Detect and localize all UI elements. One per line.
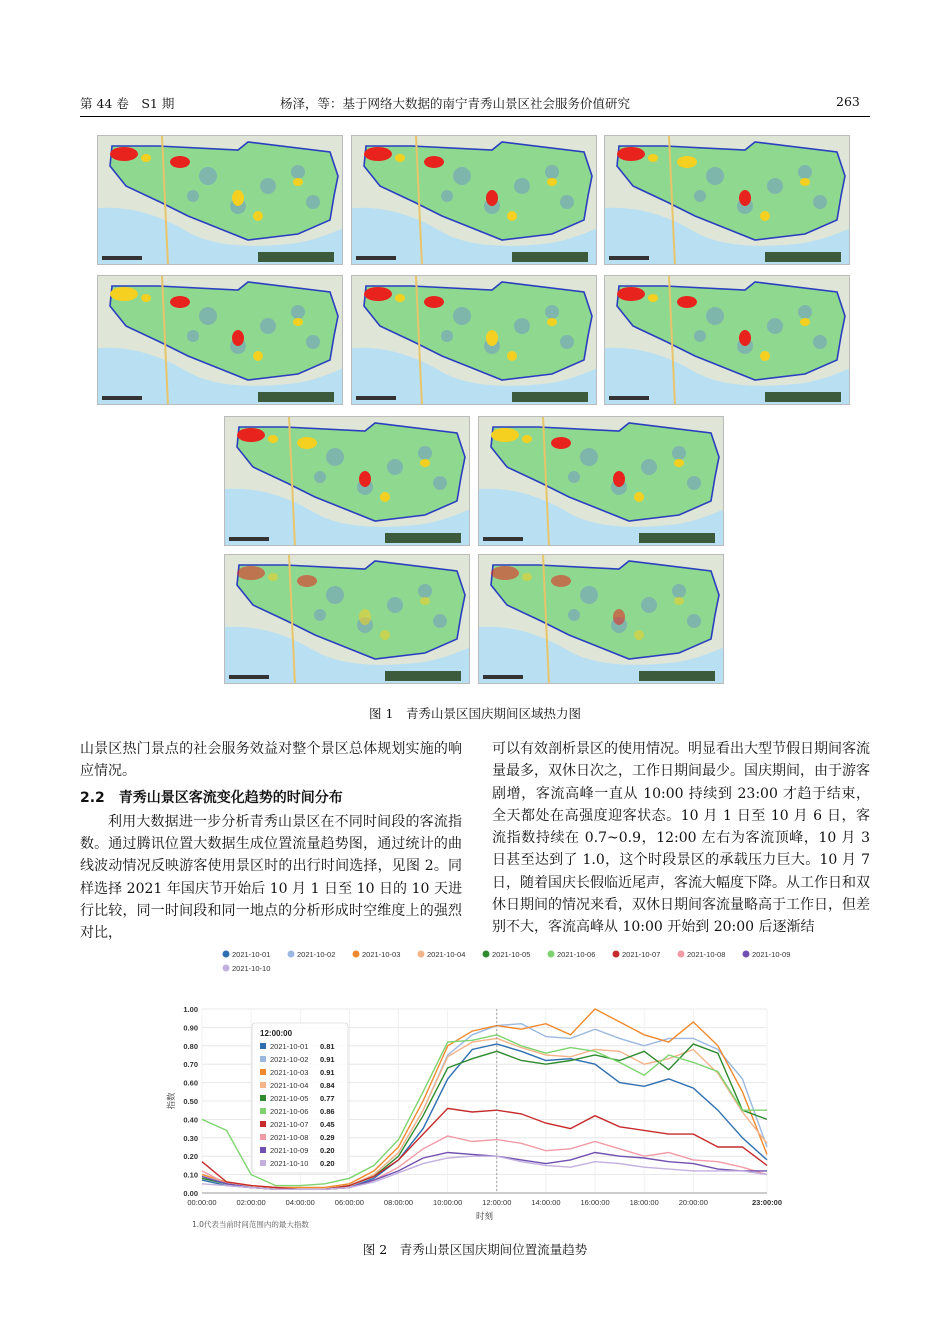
legend-label: 2021-10-03: [362, 950, 401, 959]
header-rule: [80, 116, 870, 117]
tooltip-swatch: [260, 1108, 266, 1114]
tooltip-value: 0.91: [320, 1055, 335, 1064]
tooltip-swatch: [260, 1121, 266, 1127]
heatmap-tile: [351, 275, 597, 405]
paragraph: 利用大数据进一步分析青秀山景区在不同时间段的客流指数。通过腾讯位置大数据生成位置流量趋势图，通过统计的曲线波动情况反映游客使用景区时的出行时间选择，见图 2。同样选择 2021 年国庆节开始后 10 月 1 日至 10 日的 10 天进行比较，同一时间段和同一地点的分析形成时空维度上的强烈对比，: [80, 813, 462, 942]
right-column: [492, 738, 870, 939]
tooltip-date: 2021-10-08: [270, 1133, 309, 1142]
heatmap-tile: [224, 554, 470, 684]
x-tick-label: 23:00:00: [751, 1198, 783, 1207]
x-tick-label: 10:00:00: [433, 1198, 463, 1207]
tooltip-date: 2021-10-04: [270, 1081, 309, 1090]
legend-label: 2021-10-04: [427, 950, 466, 959]
figure1-caption: 图 1 青秀山景区国庆期间区域热力图: [369, 706, 581, 721]
legend-label: 2021-10-05: [492, 950, 531, 959]
x-tick-label: 08:00:00: [383, 1198, 414, 1207]
paragraph: 山景区热门景点的社会服务效益对整个景区总体规划实施的响应情况。: [80, 741, 462, 780]
tooltip-date: 2021-10-10: [270, 1159, 309, 1168]
tooltip-date: 2021-10-06: [270, 1107, 309, 1116]
legend-marker: [223, 951, 230, 958]
y-tick-label: 0.70: [183, 1060, 198, 1070]
tooltip-value: 0.20: [320, 1146, 335, 1155]
section-heading: 2.2 青秀山景区客流变化趋势的时间分布: [80, 789, 343, 806]
figure2-caption: 图 2 青秀山景区国庆期间位置流量趋势: [362, 1242, 588, 1257]
x-axis-label: 时刻: [475, 1212, 494, 1222]
tooltip-date: 2021-10-01: [270, 1042, 309, 1051]
legend-label: 2021-10-06: [557, 950, 596, 959]
paragraph: 可以有效剖析景区的使用情况。明显看出大型节假日期间客流量最多，双休日次之，工作日期间最少。国庆期间，由于游客剧增，客流高峰一直从 10:00 持续到 23:00 才趋于结束，全天都处在高强度迎客状态。10 月 1 日至 10 月 6 日，客流指数持续在 0.7~0.9，12:00 左右为客流顶峰，10 月 3 日甚至达到了 1.0，这个时段景区的承载压力巨大。10 月 7 日，随着国庆长假临近尾声，客流大幅度下降。从工作日和双休日期间的情况来看，双休日期间客流量略高于工作日，但差别不大，客流高峰从 10:00 开始到 20:00 后逐渐结: [492, 741, 870, 936]
journal-volume: 第 44 卷 S1 期: [80, 96, 175, 111]
heatmap-tile: [224, 416, 470, 546]
legend-marker: [223, 965, 230, 972]
y-tick-label: 0.60: [183, 1078, 198, 1088]
legend-marker: [353, 951, 360, 958]
legend-label: 2021-10-10: [232, 964, 271, 973]
tooltip-value: 0.29: [320, 1133, 335, 1142]
running-title: 杨泽，等：基于网络大数据的南宁青秀山景区社会服务价值研究: [280, 96, 631, 111]
tooltip-value: 0.77: [320, 1094, 335, 1103]
x-tick-label: 16:00:00: [580, 1198, 610, 1207]
tooltip-date: 2021-10-02: [270, 1055, 309, 1064]
tooltip-swatch: [260, 1147, 266, 1153]
legend-label: 2021-10-07: [622, 950, 661, 959]
y-tick-label: 0.20: [183, 1152, 198, 1162]
x-tick-label: 14:00:00: [531, 1198, 561, 1207]
legend-marker: [743, 951, 750, 958]
tooltip-value: 0.20: [320, 1159, 335, 1168]
tooltip-swatch: [260, 1069, 266, 1075]
tooltip-value: 0.91: [320, 1068, 335, 1077]
tooltip-swatch: [260, 1160, 266, 1166]
legend-marker: [288, 951, 295, 958]
legend-marker: [483, 951, 490, 958]
x-tick-label: 00:00:00: [187, 1198, 217, 1207]
tooltip-swatch: [260, 1095, 266, 1101]
tooltip-swatch: [260, 1082, 266, 1088]
legend-marker: [548, 951, 555, 958]
y-tick-label: 0.80: [183, 1041, 198, 1051]
y-tick-label: 0.40: [183, 1115, 198, 1125]
tooltip-value: 0.81: [320, 1042, 335, 1051]
tooltip-swatch: [260, 1056, 266, 1062]
left-column: [80, 738, 462, 945]
heatmap-tile: [478, 416, 724, 546]
x-tick-label: 06:00:00: [334, 1198, 364, 1207]
heatmap-tile: [351, 135, 597, 265]
y-tick-label: 0.90: [183, 1023, 198, 1033]
tooltip-title: 12:00:00: [260, 1029, 293, 1038]
chart-footnote: 1.0代表当前时间范围内的最大指数: [192, 1220, 309, 1229]
heatmap-tile: [97, 135, 343, 265]
x-tick-label: 12:00:00: [482, 1198, 512, 1207]
y-axis-label: 指数: [167, 1092, 177, 1110]
legend-label: 2021-10-08: [687, 950, 726, 959]
legend-marker: [678, 951, 685, 958]
y-tick-label: 0.50: [183, 1097, 198, 1106]
legend-label: 2021-10-01: [232, 950, 271, 959]
tooltip-date: 2021-10-09: [270, 1146, 309, 1155]
legend-marker: [613, 951, 620, 958]
heatmap-tile: [478, 554, 724, 684]
tooltip-date: 2021-10-07: [270, 1120, 309, 1129]
y-tick-label: 0.10: [183, 1170, 198, 1180]
y-tick-label: 1.00: [183, 1005, 198, 1014]
legend-label: 2021-10-02: [297, 950, 336, 959]
heatmap-tile: [97, 275, 343, 405]
tooltip-date: 2021-10-05: [270, 1094, 309, 1103]
x-tick-label: 20:00:00: [678, 1198, 708, 1207]
heatmap-tile: [604, 275, 850, 405]
page-number: 263: [836, 94, 860, 109]
x-tick-label: 02:00:00: [236, 1198, 266, 1207]
tooltip-swatch: [260, 1043, 266, 1049]
heatmap-tile: [604, 135, 850, 265]
y-tick-label: 0.30: [183, 1133, 198, 1143]
tooltip-date: 2021-10-03: [270, 1068, 309, 1077]
x-tick-label: 18:00:00: [629, 1198, 659, 1207]
y-tick-label: 0.00: [183, 1189, 198, 1198]
tooltip-value: 0.45: [320, 1120, 335, 1129]
tooltip-value: 0.86: [320, 1107, 335, 1116]
tooltip-swatch: [260, 1134, 266, 1140]
legend-label: 2021-10-09: [752, 950, 791, 959]
tooltip-value: 0.84: [320, 1081, 335, 1090]
traffic-trend-chart: [162, 945, 792, 1235]
legend-marker: [418, 951, 425, 958]
x-tick-label: 04:00:00: [285, 1198, 315, 1207]
